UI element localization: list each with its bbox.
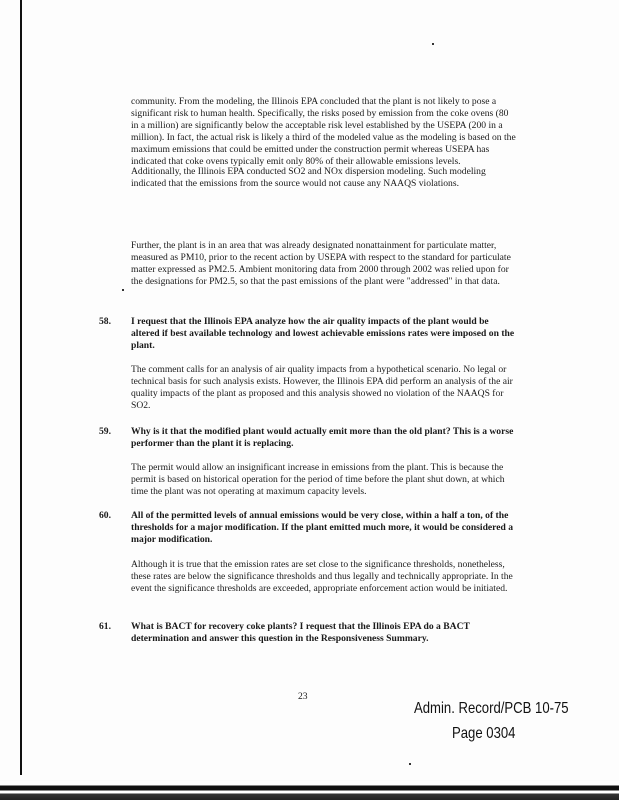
left-margin-line bbox=[20, 0, 22, 775]
item-number: 59. bbox=[99, 426, 111, 437]
item-question: All of the permitted levels of annual emissions would be very close, within a half a ton, of the thresholds for a major modification. If the plant emitted much more, it would be considered a major modification. bbox=[131, 510, 514, 545]
paragraph-dispersion-modeling: Additionally, the Illinois EPA conducted SO2 and NOx dispersion modeling. Such modeling indicated that the emissions from the source would not cause any NAAQS violations. bbox=[131, 166, 486, 189]
paragraph-nonattainment: Further, the plant is in an area that was already designated nonattainment for particulate matter, measured as PM10, prior to the recent action by USEPA with respect to the standard for particulate matter expressed as PM2.5. Ambient monitoring data from 2000 through 2002 was relied upon for the designations for PM2.5, so that the past emissions of the plant were "addressed" in that data. bbox=[131, 240, 511, 287]
item-59-answer: The permit would allow an insignificant increase in emissions from the plant. This is because the permit is based on historical operation for the period of time before the plant shut down, at which time the plant was not operating at maximum capacity levels. bbox=[131, 462, 505, 497]
item-question: What is BACT for recovery coke plants? I request that the Illinois EPA do a BACT determination and answer this question in the Responsiveness Summary. bbox=[131, 621, 470, 644]
page-number: 23 bbox=[298, 691, 308, 702]
item-number: 61. bbox=[99, 621, 111, 632]
admin-record-stamp: Admin. Record/PCB 10-75 bbox=[414, 700, 569, 717]
item-58-answer: The comment calls for an analysis of air quality impacts from a hypothetical scenario. No legal or technical basis for such analysis exists. However, the Illinois EPA did perform an analysis of the air quality impacts of the plant as proposed and this analysis showed no violation of the NAAQS for SO2. bbox=[131, 364, 513, 411]
item-question: I request that the Illinois EPA analyze how the air quality impacts of the plant would be altered if best available technology and lowest achievable emissions rates were imposed on the plant. bbox=[131, 316, 515, 351]
item-question: Why is it that the modified plant would actually emit more than the old plant? This is a worse performer than the plant it is replacing. bbox=[131, 426, 514, 449]
item-number: 58. bbox=[99, 316, 111, 327]
scan-speck bbox=[122, 289, 124, 291]
scan-speck bbox=[432, 43, 434, 45]
item-60-answer: Although it is true that the emission rates are set close to the significance thresholds, nonetheless, these rates are below the significance thresholds and thus legally and technically appropriate. In the event the significance thresholds are exceeded, appropriate enforcement action would be initiated. bbox=[131, 559, 513, 594]
item-number: 60. bbox=[99, 510, 111, 521]
paragraph-risk-modeling: community. From the modeling, the Illinois EPA concluded that the plant is not likely to pose a significant risk to human health. Specifically, the risks posed by emission from the coke ovens (80 in a million) are significantly below the acceptable risk level established by the USEPA (200 in a million). In fact, the actual risk is likely a third of the modeled value as the modeling is based on the maximum emissions that could be emitted under the construction permit whereas USEPA has indicated that coke ovens typically emit only 80% of their allowable emissions levels. bbox=[131, 96, 516, 167]
scan-speck bbox=[409, 763, 411, 765]
scan-bottom-edge bbox=[0, 781, 619, 800]
page-stamp: Page 0304 bbox=[452, 725, 516, 742]
